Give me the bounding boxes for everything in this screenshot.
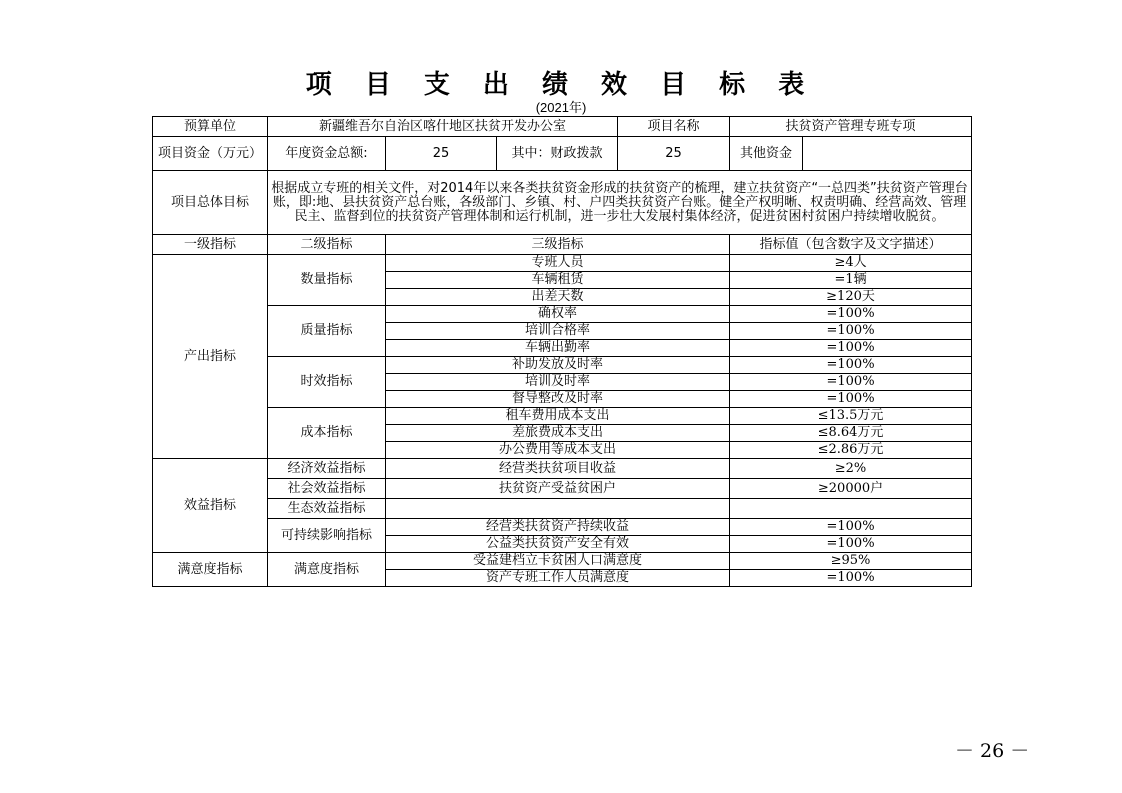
indicator-value: ≤13.5万元 [730,408,972,425]
sustainable-label: 可持续影响指标 [268,519,386,553]
indicator-name: 车辆租赁 [386,272,730,289]
project-name-value: 扶贫资产管理专班专项 [730,117,972,137]
indicator-value: =100% [730,357,972,374]
page-title: 项 目 支 出 绩 效 目 标 表 [305,70,817,100]
indicator-value: =100% [730,374,972,391]
budget-unit-label: 预算单位 [153,117,268,137]
col-level2: 二级指标 [268,235,386,255]
output-label: 产出指标 [153,255,268,459]
budget-unit-value: 新疆维吾尔自治区喀什地区扶贫开发办公室 [268,117,618,137]
indicator-name: 资产专班工作人员满意度 [386,570,730,587]
indicator-value: =100% [730,519,972,536]
economic-label: 经济效益指标 [268,459,386,479]
indicator-value: =1辆 [730,272,972,289]
indicator-name: 经营类扶贫资产持续收益 [386,519,730,536]
indicator-value: ≥95% [730,553,972,570]
goal-label: 项目总体目标 [153,171,268,235]
other-funds-label: 其他资金 [730,137,803,171]
indicator-name: 培训及时率 [386,374,730,391]
page-number: － 26 － [955,740,1030,762]
indicator-value: =100% [730,536,972,553]
indicator-name: 专班人员 [386,255,730,272]
indicator-value: ≥20000户 [730,479,972,499]
col-value: 指标值（包含数字及文字描述） [730,235,972,255]
ecological-label: 生态效益指标 [268,499,386,519]
col-level3: 三级指标 [386,235,730,255]
indicator-name: 补助发放及时率 [386,357,730,374]
indicator-name: 租车费用成本支出 [386,408,730,425]
indicator-name: 出差天数 [386,289,730,306]
funds-label: 项目资金（万元） [153,137,268,171]
indicator-name: 差旅费成本支出 [386,425,730,442]
indicator-name: 经营类扶贫项目收益 [386,459,730,479]
indicator-value: =100% [730,391,972,408]
indicator-name: 受益建档立卡贫困人口满意度 [386,553,730,570]
fiscal-value: 25 [618,137,730,171]
indicator-value: ≤2.86万元 [730,442,972,459]
indicator-name: 培训合格率 [386,323,730,340]
indicator-value: ≥120天 [730,289,972,306]
indicator-value: =100% [730,340,972,357]
indicator-value: =100% [730,323,972,340]
quality-label: 质量指标 [268,306,386,357]
annual-total-label: 年度资金总额: [268,137,386,171]
indicator-value: ≥4人 [730,255,972,272]
benefit-label: 效益指标 [153,459,268,553]
satisfaction-label: 满意度指标 [153,553,268,587]
indicator-value: =100% [730,306,972,323]
indicator-value [730,499,972,519]
social-label: 社会效益指标 [268,479,386,499]
indicator-value: ≤8.64万元 [730,425,972,442]
project-name-label: 项目名称 [618,117,730,137]
indicator-name: 扶贫资产受益贫困户 [386,479,730,499]
cost-label: 成本指标 [268,408,386,459]
other-funds-value [803,137,972,171]
satisfaction-sub-label: 满意度指标 [268,553,386,587]
indicator-name: 督导整改及时率 [386,391,730,408]
annual-total-value: 25 [386,137,497,171]
goal-text: 根据成立专班的相关文件，对2014年以来各类扶贫资金形成的扶贫资产的梳理，建立扶贫资产“一总四类”扶贫资产管理台账，即:地、县扶贫资产总台账，各级部门、乡镇、村、户四类扶贫资产台账。健全产权明晰、权责明确、经营高效、管理民主、监督到位的扶贫资产管理体制和运行机制，进一步壮大发展村集体经济，促进贫困村贫困户持续增收脱贫。 [268,171,972,235]
col-level1: 一级指标 [153,235,268,255]
fiscal-label: 其中：财政拨款 [497,137,618,171]
indicator-name: 办公费用等成本支出 [386,442,730,459]
indicator-name: 确权率 [386,306,730,323]
indicator-name: 车辆出勤率 [386,340,730,357]
indicator-name: 公益类扶贫资产安全有效 [386,536,730,553]
indicator-name [386,499,730,519]
timeliness-label: 时效指标 [268,357,386,408]
indicator-value: ≥2% [730,459,972,479]
quantity-label: 数量指标 [268,255,386,306]
year-subtitle: (2021年) [535,100,587,115]
indicator-value: =100% [730,570,972,587]
performance-target-table [152,116,972,587]
